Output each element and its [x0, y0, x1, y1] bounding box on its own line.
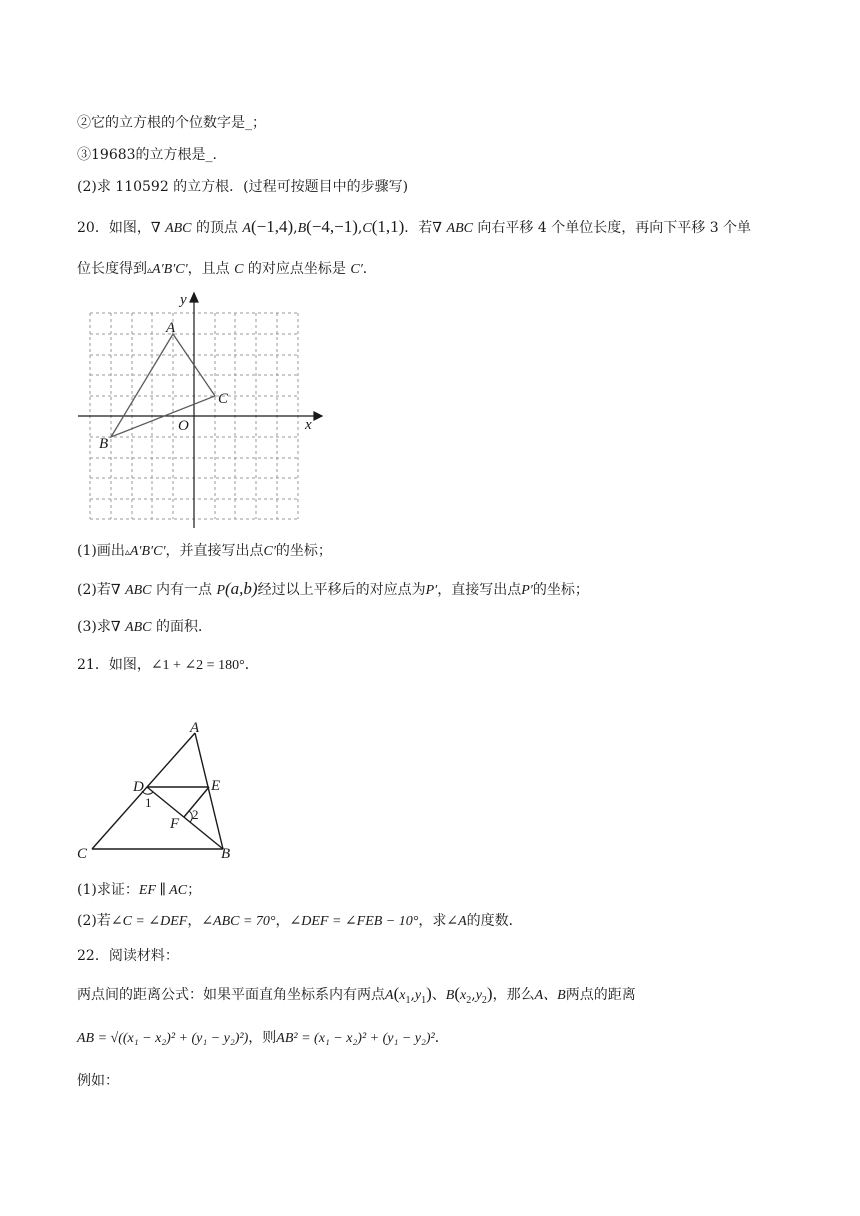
label-b: B [221, 846, 231, 862]
point-a-label: A [166, 320, 176, 336]
label-f: F [170, 816, 180, 832]
label-a: A [190, 720, 200, 736]
axes [78, 293, 322, 528]
q20-part-1: (1)画出▵A′B′C′，并直接写出点C′的坐标； [77, 543, 332, 559]
q20-statement-line1: 20．如图，∇ ABC 的顶点 A(−1,4),B(−4,−1),C(1,1)．若∇ ABC 向右平移 4 个单位长度，再向下平移 3 个单 [77, 217, 752, 236]
q22-title: 22．阅读材料： [77, 948, 179, 964]
q20-coordinate-graph [70, 288, 330, 538]
point-c-label: C [218, 391, 229, 407]
x-axis-label: x [305, 417, 312, 433]
q21-part-2: (2)若∠C = ∠DEF，∠ABC = 70°，∠DEF = ∠FEB − 10°，求∠A的度数． [77, 913, 523, 929]
distance-squared-formula: AB² = (x₁ − x₂)² + (y₁ − y₂)² [276, 1031, 435, 1046]
triangle-abc [111, 334, 215, 437]
y-axis-label: y [180, 292, 187, 308]
q20-part-3: (3)求∇ ABC 的面积． [77, 619, 212, 635]
q21-triangle-figure [75, 718, 245, 863]
label-e: E [211, 778, 221, 794]
q19-part-2: (2)求 110592 的立方根．(过程可按题目中的步骤写) [77, 179, 409, 195]
distance-formula: AB = √((x₁ − x₂)² + (y₁ − y₂)²) [77, 1031, 249, 1046]
segment-db [147, 787, 223, 849]
label-angle-2: 2 [192, 807, 199, 822]
q20-part-2: (2)若∇ ABC 内有一点 P(a,b)经过以上平移后的对应点为P′，直接写出点P′的坐标； [77, 579, 589, 598]
q21-statement: 21．如图，∠1 + ∠2 = 180°． [77, 657, 259, 673]
q20-statement-line2: 位长度得到▵A′B′C′，且点 C 的对应点坐标是 C′． [77, 261, 377, 277]
origin-label: O [178, 418, 189, 434]
label-angle-1: 1 [145, 795, 152, 810]
label-d: D [133, 779, 144, 795]
q22-example-label: 例如： [77, 1073, 119, 1089]
q19-subquestion-3: ③19683的立方根是_. [77, 147, 217, 163]
q22-formula-line: AB = √((x₁ − x₂)² + (y₁ − y₂)²)，则AB² = (x₁ − x₂)² + (y₁ − y₂)²． [77, 1030, 449, 1046]
label-c: C [77, 846, 88, 862]
q21-part-1: (1)求证：EF ∥ AC； [77, 882, 202, 898]
point-b-label: B [99, 436, 109, 452]
q22-intro: 两点间的距离公式：如果平面直角坐标系内有两点$A(x_1,y_1)$、$B(x_2,y_2)$，那么A、B两点的距离 [77, 984, 636, 1006]
q19-subquestion-2: ②它的立方根的个位数字是_； [77, 115, 266, 131]
